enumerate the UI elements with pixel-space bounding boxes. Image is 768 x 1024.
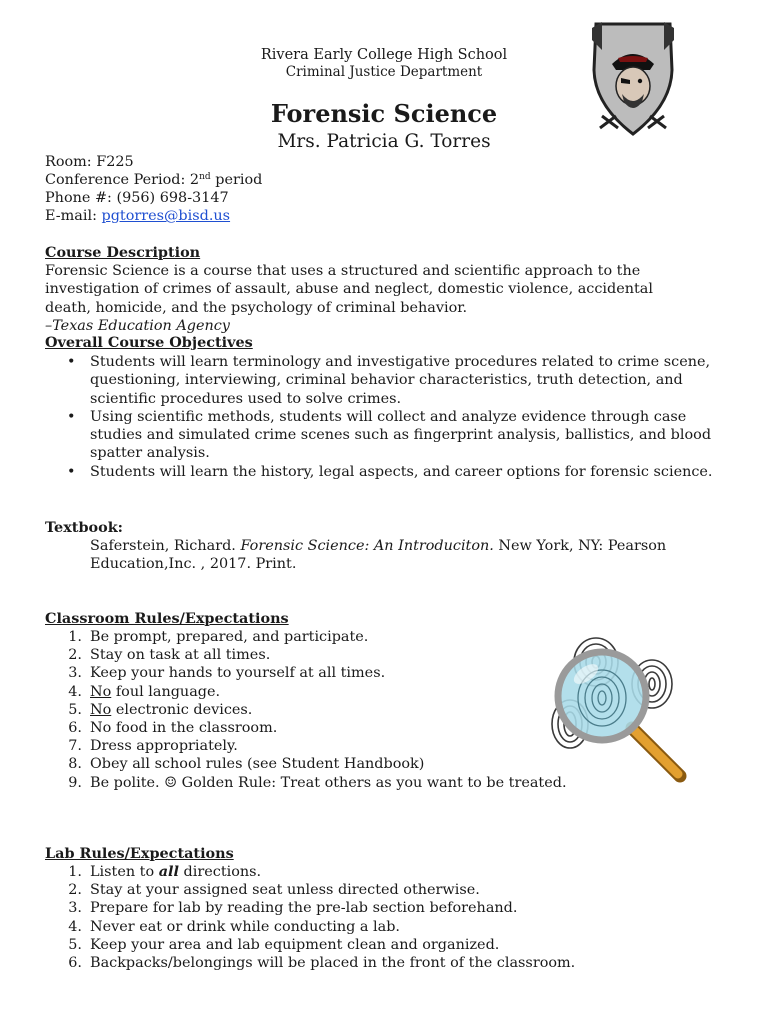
classroom-rule-item <box>45 755 567 773</box>
classroom-rule-item <box>45 719 567 737</box>
textbook-citation-line-1 <box>90 537 666 555</box>
rule-emphasis: No <box>90 701 112 718</box>
classroom-rules-list <box>45 628 567 792</box>
objectives-list <box>45 353 725 481</box>
lab-rule-item <box>45 918 575 936</box>
objectives-heading: Overall Course Objectives <box>45 334 253 351</box>
classroom-rule-item <box>45 701 567 719</box>
rule-text: Be prompt, prepared, and participate. <box>90 629 369 645</box>
rule-text: Dress appropriately. <box>90 738 238 755</box>
textbook-citation-line-2: Education,Inc. , 2017. Print. <box>90 556 297 572</box>
rule-number: 5. <box>68 936 82 953</box>
classroom-rule-item <box>45 774 567 792</box>
objective-item: • Students will learn the history, legal aspects, and career options for forensic science. <box>45 463 725 481</box>
classroom-rule-item <box>45 646 567 664</box>
email-link[interactable]: pgtorres@bisd.us <box>101 208 231 224</box>
rule-number: 2. <box>68 882 82 899</box>
textbook-author: Saferstein, Richard. <box>90 538 241 554</box>
rule-text: Be polite. ☺ Golden Rule: Treat others as you want to be treated. <box>90 774 567 791</box>
rule-text: Never eat or drink while conducting a lab. <box>90 918 401 935</box>
objective-item: • Using scientific methods, students will collect and analyze evidence through case studies and simulated crime scenes such as fingerprint analysis, ballistics, and blood spatter analysis. <box>45 408 725 463</box>
conference-suffix: period <box>210 172 263 188</box>
lab-rules-heading: Lab Rules/Expectations <box>45 845 234 862</box>
rule-number: 2. <box>68 647 82 664</box>
rule-number: 8. <box>68 756 82 773</box>
rule-text: electronic devices. <box>111 701 253 718</box>
department-name: Criminal Justice Department <box>285 64 483 80</box>
rule-text: Backpacks/belongings will be placed in the front of the classroom. <box>90 955 576 972</box>
conference-period-line <box>45 171 262 189</box>
classroom-rules-heading: Classroom Rules/Expectations <box>45 610 289 627</box>
school-name: Rivera Early College High School <box>260 47 508 63</box>
rule-number: 4. <box>68 683 82 700</box>
conference-superscript: nd <box>199 172 211 182</box>
email-label: E-mail: <box>45 208 102 224</box>
magnifying-glass-fingerprint-icon <box>546 632 692 786</box>
course-title: Forensic Science <box>270 99 498 128</box>
rule-number: 3. <box>68 665 82 682</box>
course-description-text: Forensic Science is a course that uses a structured and scientific approach to the investigation of crimes of assault, abuse and neglect, domestic violence, accidental death, homicide, and the psychology of criminal behavior. <box>45 263 653 316</box>
description-attribution: –Texas Education Agency <box>45 318 230 334</box>
classroom-rule-item <box>45 628 567 646</box>
rule-text: Keep your hands to yourself at all times. <box>90 665 386 682</box>
email-line <box>45 207 230 225</box>
rule-number: 5. <box>68 701 82 718</box>
rule-text: Obey all school rules (see Student Handbook) <box>90 756 425 773</box>
textbook-heading: Textbook: <box>45 519 123 536</box>
textbook-publisher: New York, NY: Pearson <box>493 538 667 554</box>
rule-number: 7. <box>68 738 82 755</box>
teacher-name: Mrs. Patricia G. Torres <box>277 131 491 152</box>
course-description-heading: Course Description <box>45 244 201 261</box>
textbook-title: Forensic Science: An Introduciton. <box>240 538 494 554</box>
rule-number: 6. <box>68 720 82 737</box>
rule-number: 4. <box>68 918 82 935</box>
rule-text: directions. <box>178 864 262 880</box>
rule-emphasis: all <box>158 863 179 880</box>
lab-rule-item <box>45 936 575 954</box>
objective-item: • Students will learn terminology and investigative procedures related to crime scene, questioning, interviewing, criminal behavior characteristics, truth detection, and scientific procedures used to solve crimes. <box>45 353 725 408</box>
rule-number: 1. <box>68 629 82 645</box>
phone-line: Phone #: (956) 698-3147 <box>45 190 229 206</box>
lab-rule-item <box>45 881 575 899</box>
pirate-shield-logo-icon <box>588 20 678 142</box>
rule-text: Keep your area and lab equipment clean and organized. <box>90 936 500 953</box>
rule-text-pre: Listen to <box>90 864 159 880</box>
rule-text: foul language. <box>111 683 221 700</box>
classroom-rule-item <box>45 737 567 755</box>
room-line: Room: F225 <box>45 154 134 170</box>
lab-rule-item <box>45 863 575 881</box>
classroom-rule-item <box>45 664 567 682</box>
rule-text: Stay at your assigned seat unless directed otherwise. <box>90 882 480 899</box>
lab-rule-item <box>45 899 575 917</box>
conference-prefix: Conference Period: 2 <box>45 172 200 188</box>
classroom-rule-item <box>45 683 567 701</box>
rule-number: 6. <box>68 955 82 972</box>
rule-text: Stay on task at all times. <box>90 647 271 664</box>
lab-rules-list <box>45 863 575 972</box>
rule-number: 1. <box>68 864 82 880</box>
rule-number: 9. <box>68 774 82 791</box>
rule-emphasis: No <box>90 683 112 700</box>
rule-text: Prepare for lab by reading the pre-lab section beforehand. <box>90 900 518 917</box>
lab-rule-item <box>45 954 575 972</box>
rule-number: 3. <box>68 900 82 917</box>
rule-text: No food in the classroom. <box>90 720 278 737</box>
